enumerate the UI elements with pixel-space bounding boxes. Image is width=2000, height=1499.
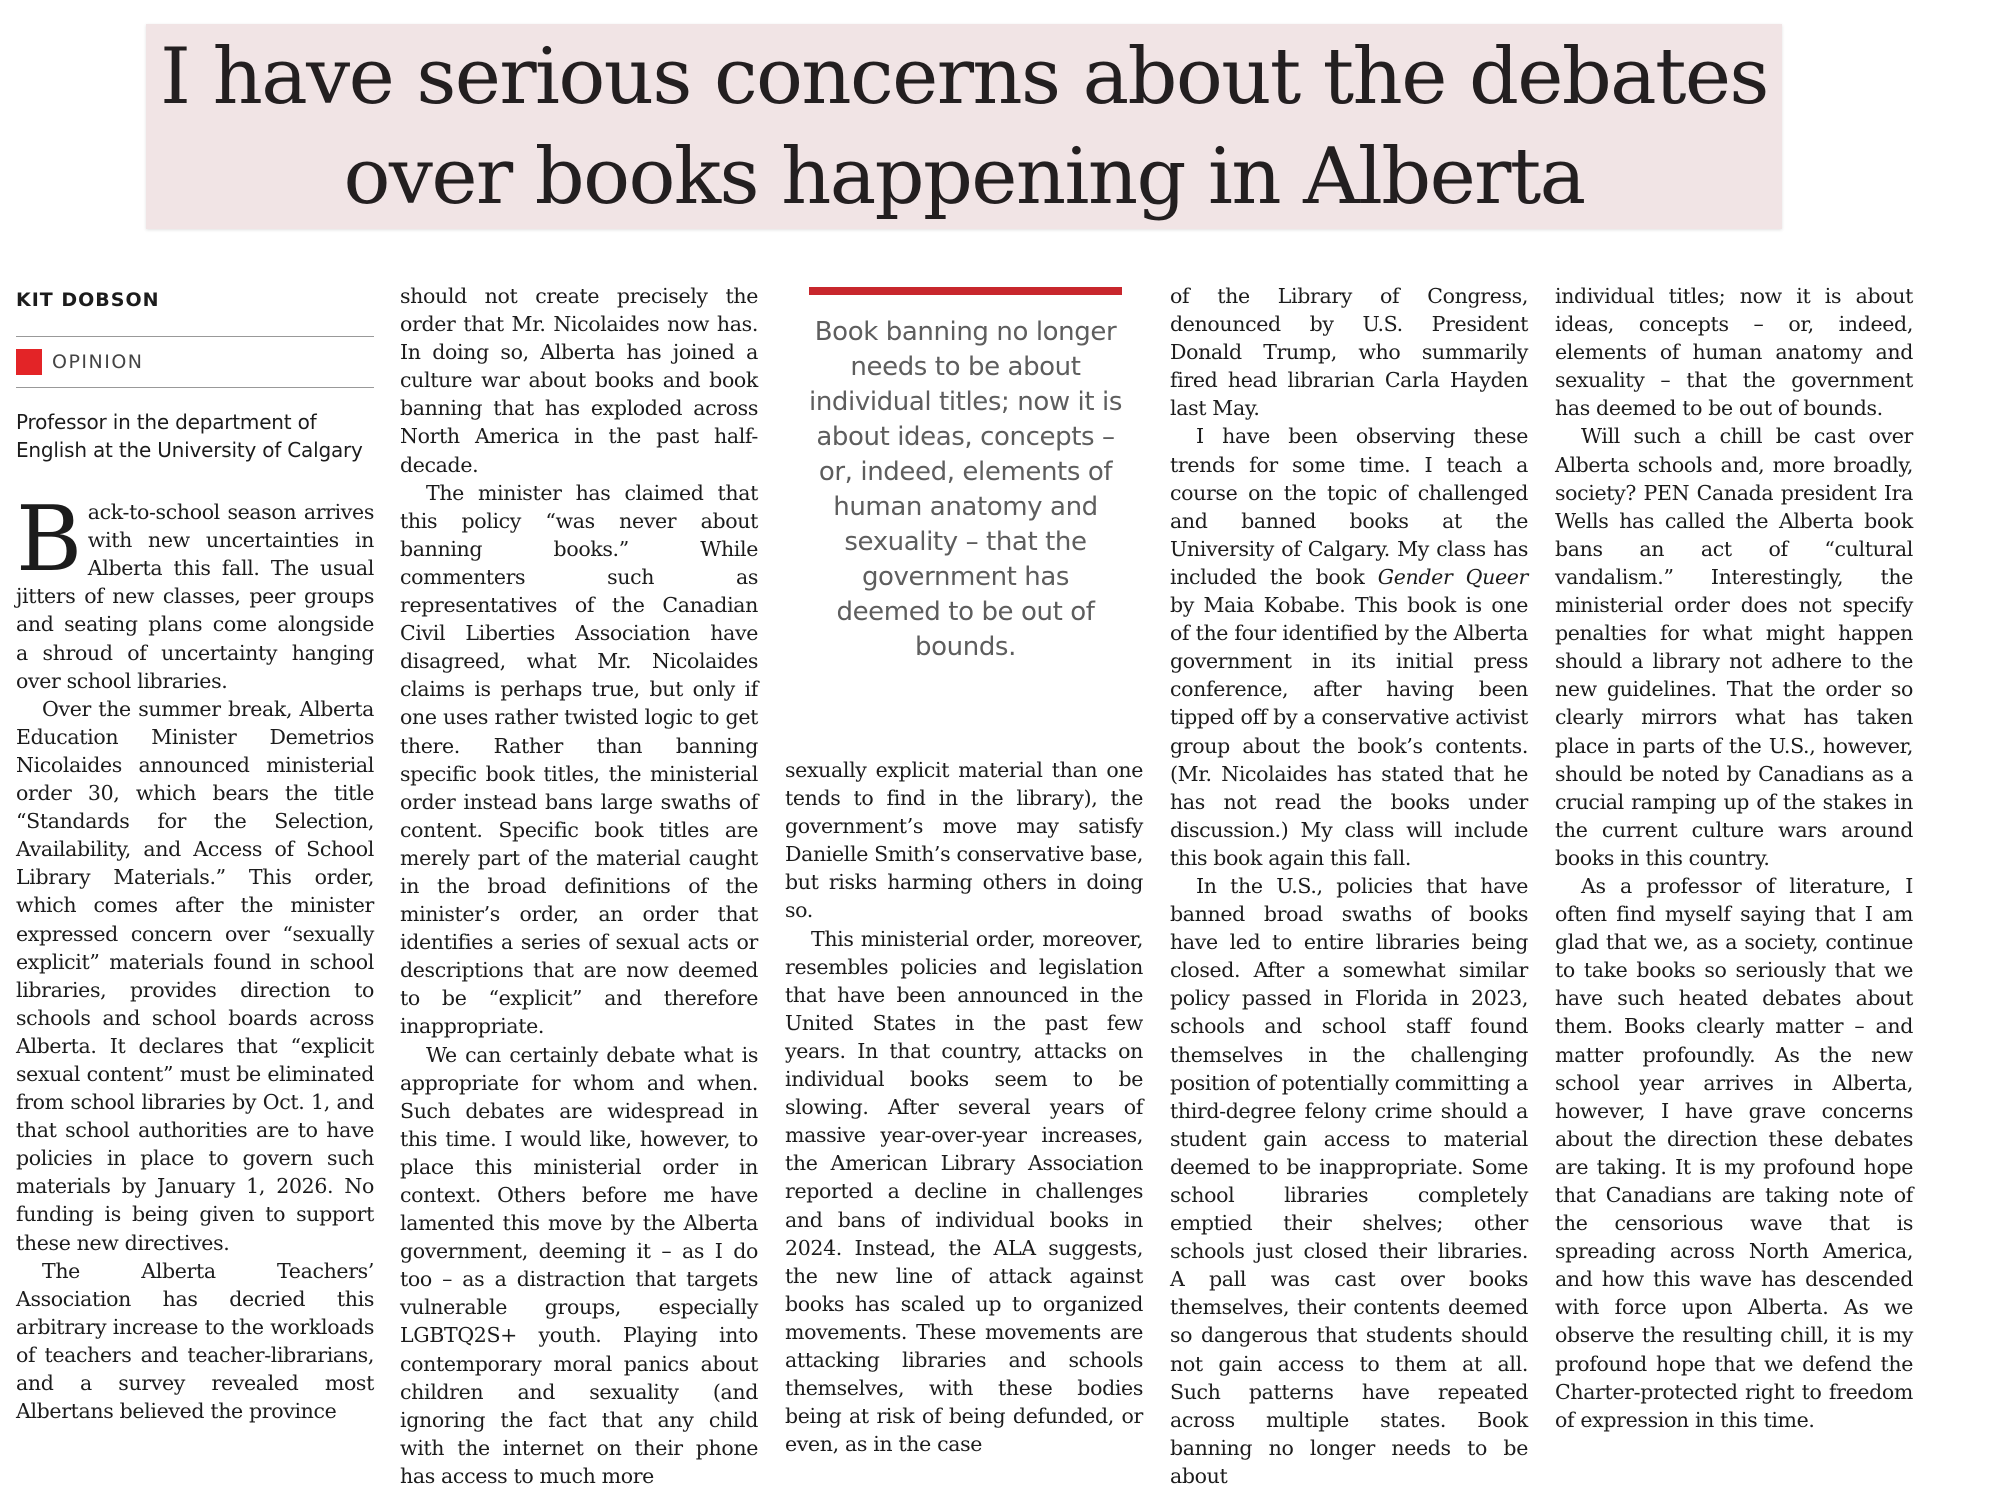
paragraph: Over the summer break, Alberta Education Minister Demetrios Nicolaides announced ministerial order 30, which bears the title “Standards for the Selection, Availability, and Access of School Library Materials.” This order, which comes after the minister expressed concern over “sexually explicit” materials found in school libraries, provides direction to schools and school boards across Alberta. It declares that “explicit sexual content” must be eliminated from school libraries by Oct. 1, and that school authorities are to have policies in place to govern such materials by January 1, 2026. No funding is being given to support these new directives. [16,696,374,1255]
paragraph: Will such a chill be cast over Alberta schools and, more broadly, society? PEN Canada president Ira Wells has called the Alberta book bans an act of “cultural vandalism.” Interestingly, the ministerial order does not specify penalties for what might happen should a library not adhere to the new guidelines. That the order so clearly mirrors what has taken place in parts of the U.S., however, should be noted by Canadians as a crucial ramping up of the stakes in the current culture wars around books in this country. [1555,424,1913,870]
byline: KIT DOBSON [16,289,160,311]
pull-quote-text: Book banning no longer needs to be about individual titles; now it is about ideas, concepts – or, indeed, elements of human anatomy and sexuality – that the government has deemed to be out of bounds. [809,317,1123,662]
section-rule-bottom [16,387,374,388]
paragraph-text: I have been observing these trends for some time. I teach a course on the topic of challenged and banned books at the University of Calgary. My class has included the book [1170,424,1528,589]
headline-line-2: over books happening in Alberta [343,131,1585,222]
section-tag [16,337,374,387]
article-column-1 [16,282,374,1462]
paragraph: of the Library of Congress, denounced by U.S. President Donald Trump, who summarily fired head librarian Carla Hayden last May. [1170,284,1528,421]
paragraph [16,487,374,695]
pull-quote [809,287,1122,757]
pull-quote-bar [809,287,1122,295]
section-label: OPINION [52,351,144,374]
drop-cap: B [16,487,82,593]
section-square-icon [16,349,42,375]
paragraph: should not create precisely the order that Mr. Nicolaides now has. In doing so, Alberta has joined a culture war about books and book banning that has exploded across North America in the past half-decade. [400,284,758,477]
paragraph: This ministerial order, moreover, resembles policies and legislation that have been announced in the United States in the past few years. In that country, attacks on individual books seem to be slowing. After several years of massive year-over-year increases, the American Library Association reported a decline in challenges and bans of individual books in 2024. Instead, the ALA suggests, the new line of attack against books has scaled up to organized movements. These movements are attacking libraries and schools themselves, with these bodies being at risk of being defunded, or even, as in the case [785,926,1143,1457]
paragraph: In the U.S., policies that have banned broad swaths of books have led to entire libraries being closed. After a somewhat similar policy passed in Florida in 2023, schools and school staff found themselves in the challenging position of potentially committing a third-degree felony crime should a student gain access to material deemed to be inappropriate. Some school libraries completely emptied their shelves; other schools just closed their libraries. A pall was cast over books themselves, their contents deemed so dangerous that students should not gain access to them at all. Such patterns have repeated across multiple states. Book banning no longer needs to be about [1170,873,1528,1488]
paragraph: individual titles; now it is about ideas, concepts – or, indeed, elements of human anatomy and sexuality – that the government has deemed to be out of bounds. [1555,284,1913,421]
author-credit: Professor in the department of English at the University of Calgary [16,410,363,463]
headline [146,24,1782,229]
article-column-3 [785,756,1143,1462]
paragraph-text: ack-to-school season arrives with new uncertainties in Alberta this fall. The usual jitters of new classes, peer groups and seating plans come alongside a shroud of uncertainty hanging over school libraries. [16,500,374,693]
article-column-4 [1170,282,1528,1488]
paragraph [1170,422,1528,872]
article-column-5 [1555,282,1913,1462]
paragraph: We can certainly debate what is appropriate for whom and when. Such debates are widespread in this time. I would like, however, to place this ministerial order in context. Others before me have lamented this move by the Alberta government, deeming it – as I do too – as a distraction that targets vulnerable groups, especially LGBTQ2S+ youth. Playing into contemporary moral panics about children and sexuality (and ignoring the fact that any child with the internet on their phone has access to much more [400,1042,758,1488]
paragraph: As a professor of literature, I often find myself saying that I am glad that we, as a society, continue to take books so seriously that we have such heated debates about them. Books clearly matter – and matter profoundly. As the new school year arrives in Alberta, however, I have grave concerns about the direction these debates are taking. It is my profound hope that Canadians are taking note of the censorious wave that is spreading across North America, and how this wave has descended with force upon Alberta. As we observe the resulting chill, it is my profound hope that we defend the Charter-protected right to freedom of expression in this time. [1555,873,1913,1432]
paragraph: The Alberta Teachers’ Association has decried this arbitrary increase to the workloads of teachers and teacher-librarians, and a survey revealed most Albertans believed the province [16,1258,374,1424]
paragraph: sexually explicit material than one tends to find in the library), the government’s move may satisfy Danielle Smith’s conservative base, but risks harming others in doing so. [785,758,1143,923]
headline-line-1: I have serious concerns about the debates [160,31,1768,122]
book-title: Gender Queer [1377,564,1528,589]
paragraph: The minister has claimed that this policy “was never about banning books.” While commenters such as representatives of the Canadian Civil Liberties Association have disagreed, what Mr. Nicolaides claims is perhaps true, but only if one uses rather twisted logic to get there. Rather than banning specific book titles, the ministerial order instead bans large swaths of content. Specific book titles are merely part of the material caught in the broad definitions of the minister’s order, an order that identifies a series of sexual acts or descriptions that are now deemed to be “explicit” and therefore inappropriate. [400,480,758,1039]
article-column-2 [400,282,758,1488]
paragraph-text: by Maia Kobabe. This book is one of the four identified by the Alberta government in its initial press conference, after having been tipped off by a conservative activist group about the book’s contents. (Mr. Nicolaides has stated that he has not read the books under discussion.) My class will include this book again this fall. [1170,593,1528,870]
